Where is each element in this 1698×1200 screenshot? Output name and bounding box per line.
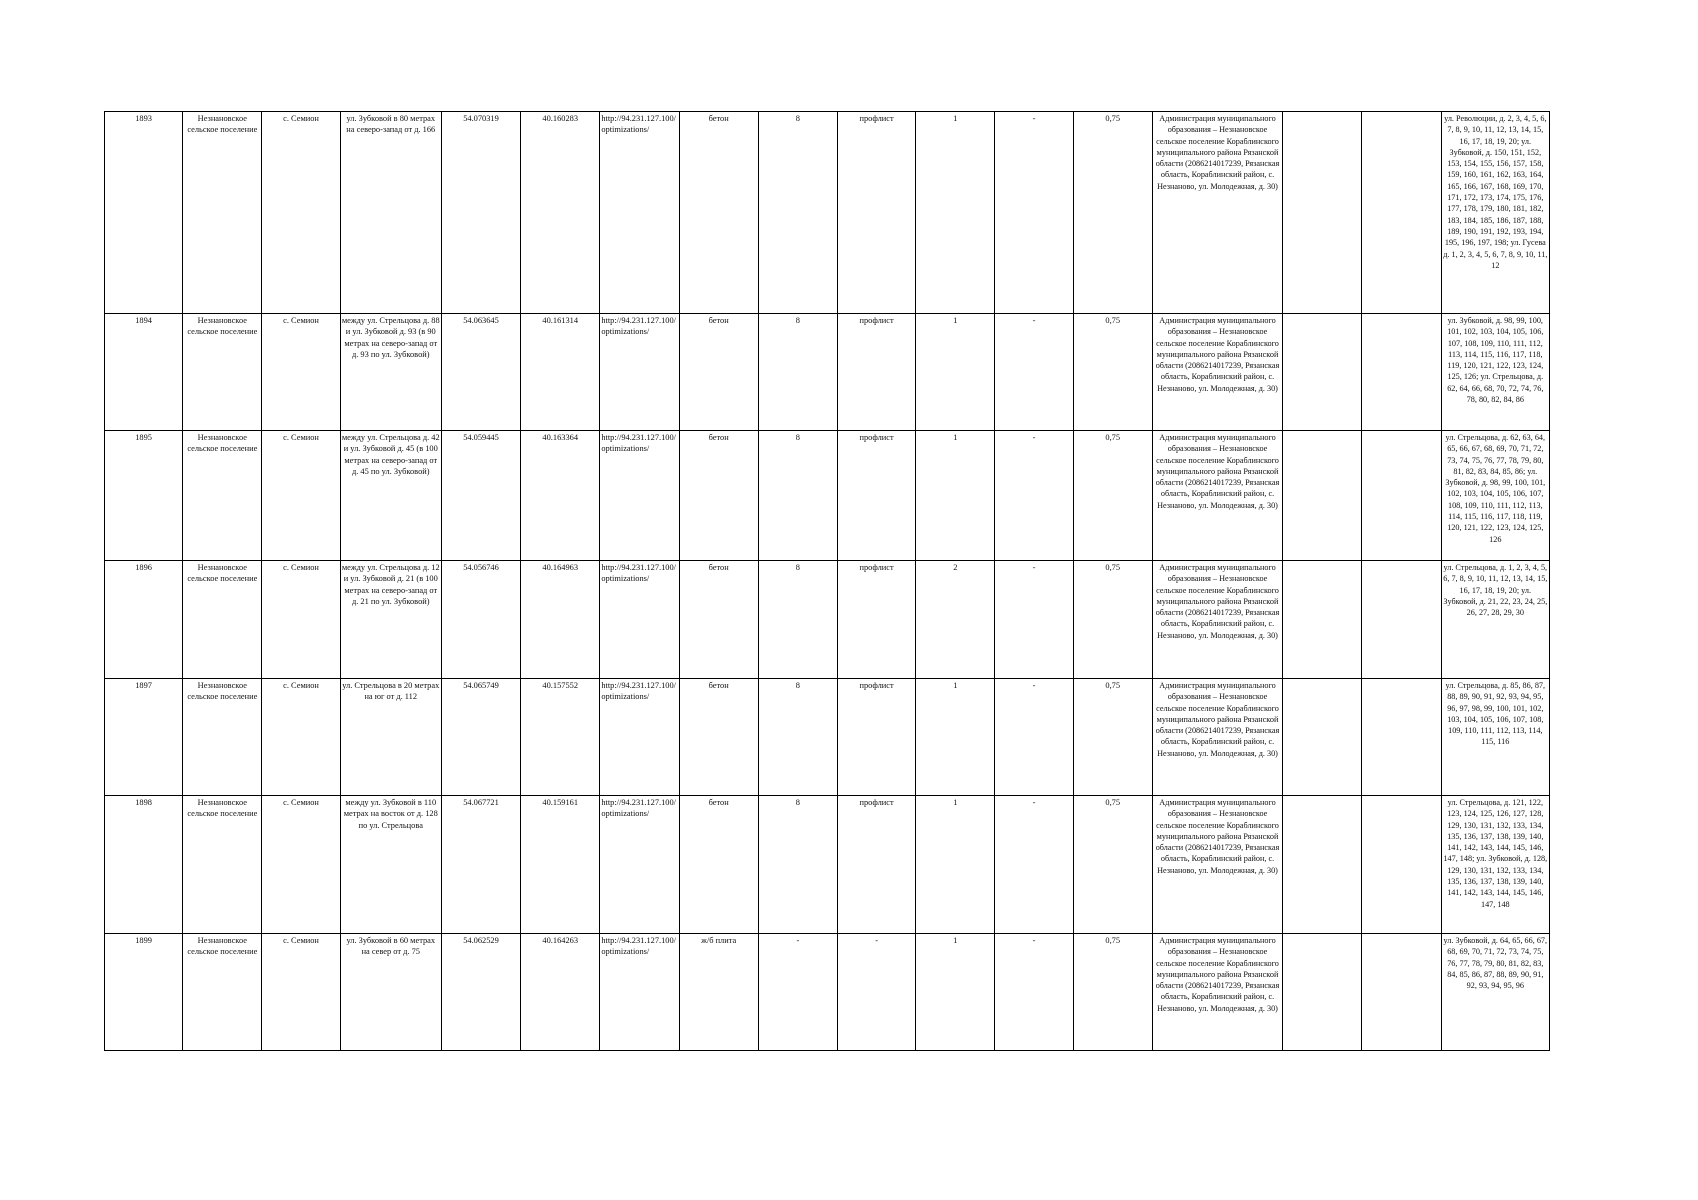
waste-sources-cell: ул. Стрельцова, д. 121, 122, 123, 124, 125, 126, 127, 128, 129, 130, 131, 132, 133, 134, 135, 136, 137, 138, 139, 140, 141, 142, 143, 144, 145, 146, 147, 148; ул. Зубковой, д. 128, 129, 130, 131, 132, 133, 134, 135, 136, 137, 138, 139, 140, 141, 142, 143, 144, 145, 146, 147, 148 xyxy=(1441,796,1549,934)
containers-count-cell: 1 xyxy=(916,112,995,314)
volume-cell: 0,75 xyxy=(1073,561,1152,679)
empty-cell xyxy=(1283,934,1362,1051)
empty-cell xyxy=(1283,679,1362,796)
surface-cell: бетон xyxy=(679,112,758,314)
containers-count-cell: 1 xyxy=(916,314,995,431)
waste-sources-cell: ул. Стрельцова, д. 85, 86, 87, 88, 89, 90, 91, 92, 93, 94, 95, 96, 97, 98, 99, 100, 101, 102, 103, 104, 105, 106, 107, 108, 109, 110, 111, 112, 113, 114, 115, 116 xyxy=(1441,679,1549,796)
area-cell: 8 xyxy=(758,314,837,431)
latitude-cell: 54.070319 xyxy=(441,112,520,314)
empty-cell xyxy=(1283,561,1362,679)
surface-cell: бетон xyxy=(679,679,758,796)
empty-cell xyxy=(1283,112,1362,314)
empty-cell xyxy=(1362,314,1441,431)
table-row xyxy=(105,561,1550,679)
location-cell: ул. Зубковой в 60 метрах на север от д. 75 xyxy=(340,934,441,1051)
table-row xyxy=(105,112,1550,314)
location-cell: между ул. Зубковой в 110 метрах на восток от д. 128 по ул. Стрельцова xyxy=(340,796,441,934)
dash-cell: - xyxy=(995,112,1073,314)
table-row xyxy=(105,679,1550,796)
location-cell: ул. Стрельцова в 20 метрах на юг от д. 112 xyxy=(340,679,441,796)
fence-cell: профлист xyxy=(837,112,915,314)
dash-cell: - xyxy=(995,934,1073,1051)
dash-cell: - xyxy=(995,679,1073,796)
longitude-cell: 40.157552 xyxy=(521,679,600,796)
containers-count-cell: 1 xyxy=(916,679,995,796)
fence-cell: профлист xyxy=(837,431,915,561)
settlement-cell: Незнановское сельское поселение xyxy=(183,796,262,934)
locality-cell: с. Семион xyxy=(262,561,340,679)
dash-cell: - xyxy=(995,561,1073,679)
settlement-cell: Незнановское сельское поселение xyxy=(183,679,262,796)
empty-cell xyxy=(1362,679,1441,796)
locality-cell: с. Семион xyxy=(262,934,340,1051)
volume-cell: 0,75 xyxy=(1073,314,1152,431)
longitude-cell: 40.164963 xyxy=(521,561,600,679)
empty-cell xyxy=(1362,796,1441,934)
row-number-cell: 1894 xyxy=(105,314,183,431)
settlement-cell: Незнановское сельское поселение xyxy=(183,112,262,314)
area-cell: 8 xyxy=(758,112,837,314)
owner-cell: Администрация муниципального образования – Незнановское сельское поселение Кораблинского муниципального района Рязанской области (2086214017239, Рязанская область, Кораблинский район, с. Незнаново, ул. Молодежная, д. 30) xyxy=(1152,112,1282,314)
empty-cell xyxy=(1283,796,1362,934)
row-number-cell: 1899 xyxy=(105,934,183,1051)
settlement-cell: Незнановское сельское поселение xyxy=(183,934,262,1051)
empty-cell xyxy=(1283,314,1362,431)
volume-cell: 0,75 xyxy=(1073,112,1152,314)
volume-cell: 0,75 xyxy=(1073,934,1152,1051)
locality-cell: с. Семион xyxy=(262,431,340,561)
latitude-cell: 54.063645 xyxy=(441,314,520,431)
containers-count-cell: 1 xyxy=(916,934,995,1051)
location-cell: между ул. Стрельцова д. 88 и ул. Зубковой д. 93 (в 90 метрах на северо-запад от д. 93 по ул. Зубковой) xyxy=(340,314,441,431)
row-number-cell: 1898 xyxy=(105,796,183,934)
surface-cell: бетон xyxy=(679,431,758,561)
volume-cell: 0,75 xyxy=(1073,796,1152,934)
location-cell: между ул. Стрельцова д. 12 и ул. Зубковой д. 21 (в 100 метрах на северо-запад от д. 21 по ул. Зубковой) xyxy=(340,561,441,679)
row-number-cell: 1896 xyxy=(105,561,183,679)
waste-sources-cell: ул. Стрельцова, д. 62, 63, 64, 65, 66, 67, 68, 69, 70, 71, 72, 73, 74, 75, 76, 77, 78, 79, 80, 81, 82, 83, 84, 85, 86; ул. Зубковой, д. 98, 99, 100, 101, 102, 103, 104, 105, 106, 107, 108, 109, 110, 111, 112, 113, 114, 115, 116, 117, 118, 119, 120, 121, 122, 123, 124, 125, 126 xyxy=(1441,431,1549,561)
row-number-cell: 1893 xyxy=(105,112,183,314)
containers-count-cell: 2 xyxy=(916,561,995,679)
surface-cell: ж/б плита xyxy=(679,934,758,1051)
area-cell: 8 xyxy=(758,561,837,679)
area-cell: - xyxy=(758,934,837,1051)
empty-cell xyxy=(1283,431,1362,561)
row-number-cell: 1895 xyxy=(105,431,183,561)
surface-cell: бетон xyxy=(679,796,758,934)
locality-cell: с. Семион xyxy=(262,796,340,934)
fence-cell: - xyxy=(837,934,915,1051)
latitude-cell: 54.059445 xyxy=(441,431,520,561)
empty-cell xyxy=(1362,431,1441,561)
dash-cell: - xyxy=(995,796,1073,934)
empty-cell xyxy=(1362,934,1441,1051)
owner-cell: Администрация муниципального образования – Незнановское сельское поселение Кораблинского муниципального района Рязанской области (2086214017239, Рязанская область, Кораблинский район, с. Незнаново, ул. Молодежная, д. 30) xyxy=(1152,314,1282,431)
area-cell: 8 xyxy=(758,796,837,934)
latitude-cell: 54.065749 xyxy=(441,679,520,796)
map-link-cell: http://94.231.127.100/optimizations/ xyxy=(600,796,679,934)
location-cell: ул. Зубковой в 80 метрах на северо-запад от д. 166 xyxy=(340,112,441,314)
longitude-cell: 40.161314 xyxy=(521,314,600,431)
fence-cell: профлист xyxy=(837,796,915,934)
map-link-cell: http://94.231.127.100/optimizations/ xyxy=(600,314,679,431)
table-row xyxy=(105,314,1550,431)
waste-sources-cell: ул. Зубковой, д. 98, 99, 100, 101, 102, 103, 104, 105, 106, 107, 108, 109, 110, 111, 112, 113, 114, 115, 116, 117, 118, 119, 120, 121, 122, 123, 124, 125, 126; ул. Стрельцова, д. 62, 64, 66, 68, 70, 72, 74, 76, 78, 80, 82, 84, 86 xyxy=(1441,314,1549,431)
empty-cell xyxy=(1362,112,1441,314)
settlement-cell: Незнановское сельское поселение xyxy=(183,561,262,679)
owner-cell: Администрация муниципального образования – Незнановское сельское поселение Кораблинского муниципального района Рязанской области (2086214017239, Рязанская область, Кораблинский район, с. Незнаново, ул. Молодежная, д. 30) xyxy=(1152,679,1282,796)
map-link-cell: http://94.231.127.100/optimizations/ xyxy=(600,679,679,796)
dash-cell: - xyxy=(995,431,1073,561)
map-link-cell: http://94.231.127.100/optimizations/ xyxy=(600,112,679,314)
locality-cell: с. Семион xyxy=(262,112,340,314)
fence-cell: профлист xyxy=(837,561,915,679)
fence-cell: профлист xyxy=(837,679,915,796)
longitude-cell: 40.163364 xyxy=(521,431,600,561)
fence-cell: профлист xyxy=(837,314,915,431)
table-row xyxy=(105,934,1550,1051)
waste-sources-cell: ул. Стрельцова, д. 1, 2, 3, 4, 5, 6, 7, 8, 9, 10, 11, 12, 13, 14, 15, 16, 17, 18, 19, 20; ул. Зубковой, д. 21, 22, 23, 24, 25, 26, 27, 28, 29, 30 xyxy=(1441,561,1549,679)
location-cell: между ул. Стрельцова д. 42 и ул. Зубковой д. 45 (в 100 метрах на северо-запад от д. 45 по ул. Зубковой) xyxy=(340,431,441,561)
surface-cell: бетон xyxy=(679,561,758,679)
waste-sources-cell: ул. Зубковой, д. 64, 65, 66, 67, 68, 69, 70, 71, 72, 73, 74, 75, 76, 77, 78, 79, 80, 81, 82, 83, 84, 85, 86, 87, 88, 89, 90, 91, 92, 93, 94, 95, 96 xyxy=(1441,934,1549,1051)
dash-cell: - xyxy=(995,314,1073,431)
surface-cell: бетон xyxy=(679,314,758,431)
latitude-cell: 54.056746 xyxy=(441,561,520,679)
owner-cell: Администрация муниципального образования – Незнановское сельское поселение Кораблинского муниципального района Рязанской области (2086214017239, Рязанская область, Кораблинский район, с. Незнаново, ул. Молодежная, д. 30) xyxy=(1152,561,1282,679)
locality-cell: с. Семион xyxy=(262,314,340,431)
latitude-cell: 54.067721 xyxy=(441,796,520,934)
settlement-cell: Незнановское сельское поселение xyxy=(183,314,262,431)
volume-cell: 0,75 xyxy=(1073,431,1152,561)
empty-cell xyxy=(1362,561,1441,679)
owner-cell: Администрация муниципального образования – Незнановское сельское поселение Кораблинского муниципального района Рязанской области (2086214017239, Рязанская область, Кораблинский район, с. Незнаново, ул. Молодежная, д. 30) xyxy=(1152,934,1282,1051)
owner-cell: Администрация муниципального образования – Незнановское сельское поселение Кораблинского муниципального района Рязанской области (2086214017239, Рязанская область, Кораблинский район, с. Незнаново, ул. Молодежная, д. 30) xyxy=(1152,796,1282,934)
area-cell: 8 xyxy=(758,431,837,561)
waste-sites-table xyxy=(104,111,1550,1051)
longitude-cell: 40.159161 xyxy=(521,796,600,934)
row-number-cell: 1897 xyxy=(105,679,183,796)
table-row xyxy=(105,796,1550,934)
table-row xyxy=(105,431,1550,561)
longitude-cell: 40.164263 xyxy=(521,934,600,1051)
longitude-cell: 40.160283 xyxy=(521,112,600,314)
map-link-cell: http://94.231.127.100/optimizations/ xyxy=(600,561,679,679)
map-link-cell: http://94.231.127.100/optimizations/ xyxy=(600,431,679,561)
owner-cell: Администрация муниципального образования – Незнановское сельское поселение Кораблинского муниципального района Рязанской области (2086214017239, Рязанская область, Кораблинский район, с. Незнаново, ул. Молодежная, д. 30) xyxy=(1152,431,1282,561)
area-cell: 8 xyxy=(758,679,837,796)
map-link-cell: http://94.231.127.100/optimizations/ xyxy=(600,934,679,1051)
waste-sources-cell: ул. Революции, д. 2, 3, 4, 5, 6, 7, 8, 9, 10, 11, 12, 13, 14, 15, 16, 17, 18, 19, 20; ул. Зубковой, д. 150, 151, 152, 153, 154, 155, 156, 157, 158, 159, 160, 161, 162, 163, 164, 165, 166, 167, 168, 169, 170, 171, 172, 173, 174, 175, 176, 177, 178, 179, 180, 181, 182, 183, 184, 185, 186, 187, 188, 189, 190, 191, 192, 193, 194, 195, 196, 197, 198; ул. Гусева д. 1, 2, 3, 4, 5, 6, 7, 8, 9, 10, 11, 12 xyxy=(1441,112,1549,314)
containers-count-cell: 1 xyxy=(916,431,995,561)
locality-cell: с. Семион xyxy=(262,679,340,796)
settlement-cell: Незнановское сельское поселение xyxy=(183,431,262,561)
containers-count-cell: 1 xyxy=(916,796,995,934)
volume-cell: 0,75 xyxy=(1073,679,1152,796)
latitude-cell: 54.062529 xyxy=(441,934,520,1051)
